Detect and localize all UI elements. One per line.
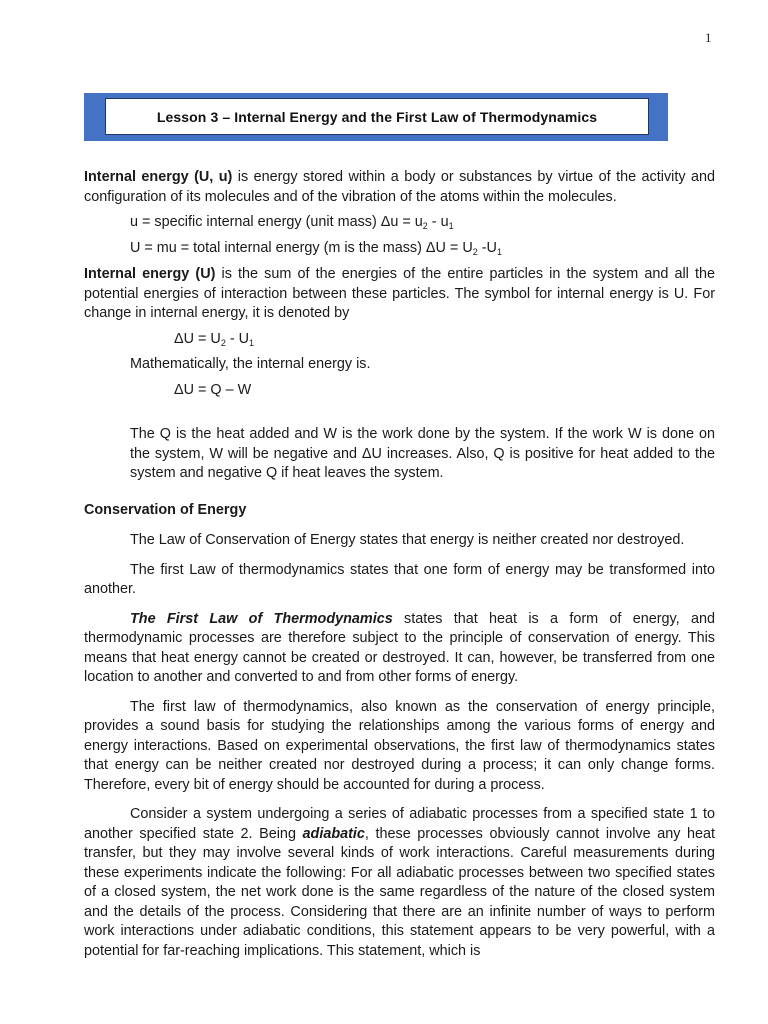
term-internal-energy-u-u: Internal energy (U, u) [84, 169, 233, 185]
lesson-title: Lesson 3 – Internal Energy and the First Law of Thermodynamics [156, 108, 598, 125]
conservation-law-paragraph: The Law of Conservation of Energy states that energy is neither created nor destroyed. [130, 532, 685, 548]
page-number: 1 [705, 30, 712, 45]
conservation-principle-paragraph: The first law of thermodynamics, also known as the conservation of energy principle, provides a sound basis for studying the relationships among the various forms of energy and energy interactions. Based on experimental observations, the first law of thermodynamics states that energy can be neither created nor destroyed during a process; it can only change forms. Therefore, every bit of energy should be accounted for during a process. [84, 698, 715, 793]
equation-specific-internal-energy: u = specific internal energy (unit mass) $\Delta u = u_2 - u_1$ [130, 214, 454, 231]
document-body [84, 168, 715, 961]
q-w-explanation: The Q is the heat added and W is the work done by the system. If the work W is done on the system, W will be negative and ΔU increases. Also, Q is positive for heat added to the system and negative Q if heat leaves the system. [130, 426, 715, 481]
equation-first-law: ΔU = Q – W [174, 381, 252, 398]
first-law-transform-paragraph: The first Law of thermodynamics states that one form of energy may be transformed into another. [84, 561, 715, 597]
equation-delta-u: $\Delta U = U_2 - U_1$ [174, 330, 255, 348]
title-box [105, 98, 649, 135]
internal-energy-definition: Internal energy (U, u) is energy stored within a body or substances by virtue of the activity and configuration of its molecules and of the vibration of the atoms within the molecules. [84, 169, 715, 205]
term-adiabatic: adiabatic [302, 825, 365, 842]
section-heading-conservation: Conservation of Energy [84, 501, 247, 518]
adiabatic-paragraph: Consider a system undergoing a series of adiabatic processes from a specified state 1 to another specified state 2. Being adiabatic, these processes obviously cannot involve any heat transfer, but they may involve several kinds of work interactions. Careful measurements during these experiments indicate the following: For all adiabatic processes between two specified states of a closed system, the net work done is the same regardless of the nature of the closed system and the details of the process. Considering that there are an infinite number of ways to perform work interactions under adiabatic conditions, this statement appears to be very powerful, with a potential for far-reaching implications. This statement, which is [84, 806, 715, 959]
math-intro: Mathematically, the internal energy is. [130, 356, 371, 372]
term-first-law: The First Law of Thermodynamics [130, 610, 393, 627]
title-banner [84, 93, 668, 141]
internal-energy-sum-definition: Internal energy (U) is the sum of the energies of the entire particles in the system and all the potential energies of interaction between these particles. The symbol for internal energy is U. For change in internal energy, it is denoted by [84, 266, 715, 321]
term-internal-energy-u: Internal energy (U) [84, 266, 216, 282]
first-law-heat-paragraph: The First Law of Thermodynamics states that heat is a form of energy, and thermodynamic processes are therefore subject to the principle of conservation of energy. This means that heat energy cannot be created or destroyed. It can, however, be transferred from one location to another and converted to and from other forms of energy. [84, 610, 715, 685]
equation-total-internal-energy: U = mu = total internal energy (m is the mass) $\Delta U = U_2$ $-U_1$ [130, 239, 502, 257]
